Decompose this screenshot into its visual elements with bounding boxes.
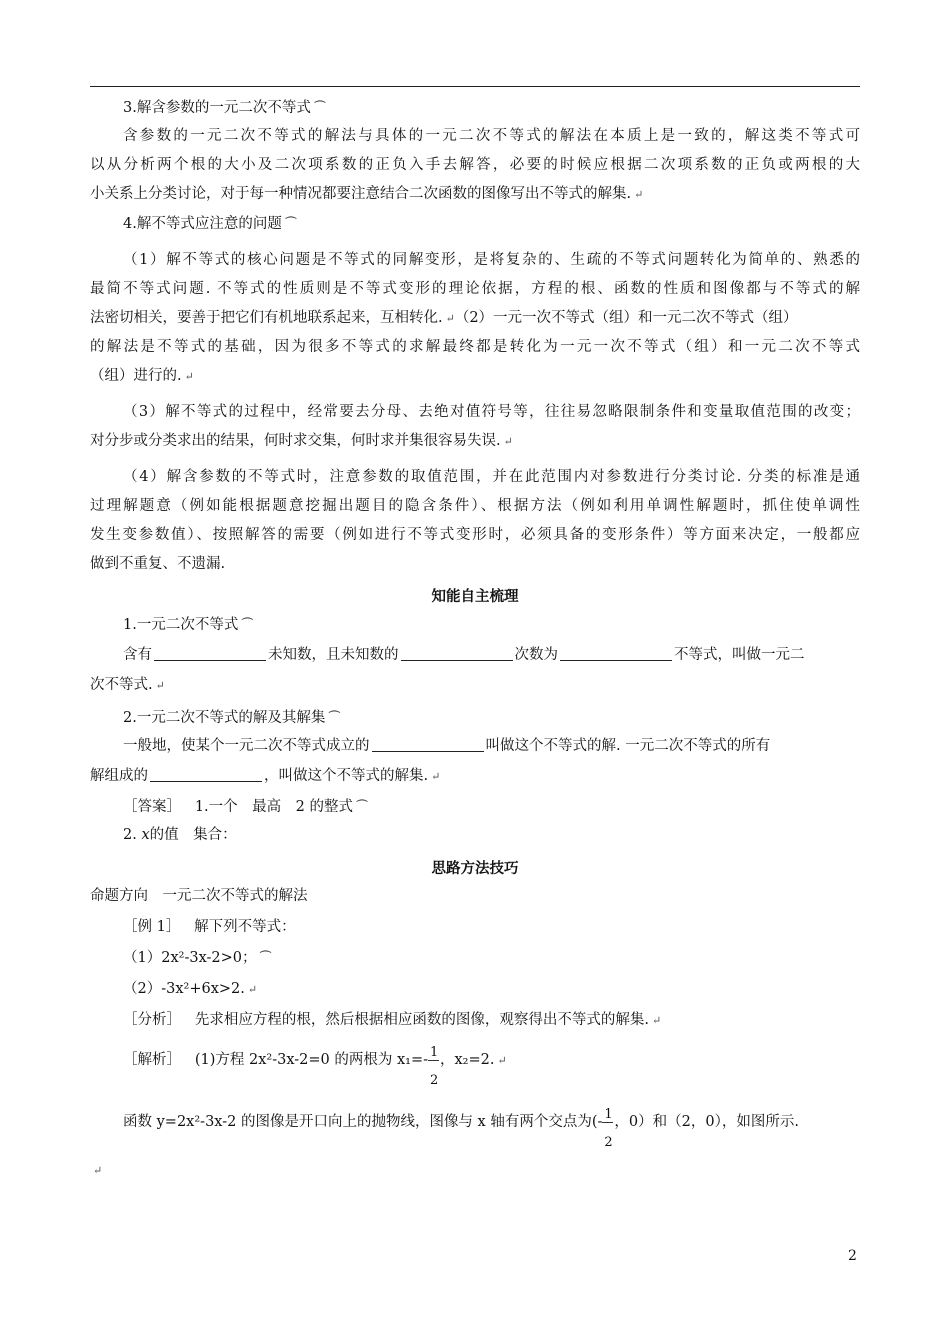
section3-title: 3.解含参数的一元二次不等式 ⏜	[123, 100, 326, 116]
line-break-icon: ↵	[634, 188, 644, 201]
paragraph-mark-icon: ⏜	[313, 100, 326, 114]
section4-p4-line4: 做到不重复、不遗漏.	[90, 556, 226, 572]
example-1: ［例 1］ 解下列不等式：	[123, 919, 296, 935]
section4-p4-line1: （4）解含参数的不等式时，注意参数的取值范围，并在此范围内对参数进行分类讨论. 分类的标准是通	[123, 469, 860, 485]
method-direction: 命题方向 一元二次不等式的解法	[90, 888, 308, 904]
section4-p4-line3: 发生变参数值）、按照解答的需要（例如进行不等式变形时，必须具备的变形条件）等方面来决定，一般都应	[90, 527, 860, 543]
answer-line1: ［答案］ 1.一个 最高 2 的整式 ⏜	[123, 799, 368, 815]
header-rule	[90, 86, 860, 87]
section4-p2-line2: （组）进行的. ↵	[90, 368, 194, 384]
review-item2-line: 一般地，使某个一元二次不等式成立的 叫做这个不等式的解. 一元二次不等式的所有	[123, 738, 771, 754]
review-item2-line2: 解组成的 ，叫做这个不等式的解集. ↵	[90, 768, 441, 784]
paragraph-mark-icon: ⏜	[284, 216, 297, 230]
line-break-icon: ↵	[497, 1054, 507, 1067]
section4-p1-line2: 最简不等式问题. 不等式的性质则是不等式变形的理论依据，方程的根、函数的性质和图像都与不等式的解	[90, 281, 860, 297]
paragraph-mark-icon: ⏜	[328, 710, 340, 724]
solution: ［解析］ (1)方程 2x²-3x-2=0 的两根为 x₁=- $\frac{1}{2}$ ，x₂=2. ↵	[123, 1045, 507, 1088]
line-break-icon: ↵	[93, 1164, 103, 1177]
line-break-icon: ↵	[247, 983, 258, 996]
review-item1-title: 1.一元二次不等式 ⏜	[123, 617, 253, 633]
example-1-part1: （1）2x²-3x-2>0； ⏜	[123, 950, 272, 966]
review-item1-line2: 次不等式. ↵	[90, 677, 165, 693]
trailing-line-break	[90, 1161, 102, 1180]
fraction-one-half: $\frac{1}{2}$	[604, 1107, 613, 1150]
section3-line1: 含参数的一元二次不等式的解法与具体的一元二次不等式的解法在本质上是一致的，解这类不等式可	[123, 128, 860, 144]
heading-methods: 思路方法技巧	[431, 861, 519, 877]
section3-line3: 小关系上分类讨论，对于每一种情况都要注意结合二次函数的图像写出不等式的解集. ↵	[90, 186, 644, 202]
paragraph-mark-icon: ⏜	[241, 617, 253, 631]
fill-blank[interactable]	[372, 737, 484, 752]
paragraph-mark-icon: ⏜	[356, 799, 368, 813]
section3-line2: 以从分析两个根的大小及二次项系数的正负入手去解答，必要的时候应根据二次项系数的正负或两根的大	[90, 157, 860, 173]
section4-p2-line1: 的解法是不等式的基础，因为很多不等式的求解最终都是转化为一元一次不等式（组）和一元二次不等式	[90, 339, 860, 355]
line-break-icon: ↵	[651, 1014, 662, 1027]
review-item2-title: 2.一元二次不等式的解及其解集 ⏜	[123, 710, 340, 726]
section4-p1-line3: 法密切相关，要善于把它们有机地联系起来，互相转化. ↵（2）一元一次不等式（组）和一元二次不等式（组）	[90, 310, 798, 326]
line-break-icon: ↵	[431, 770, 441, 783]
fraction-one-half: $\frac{1}{2}$	[430, 1045, 439, 1088]
line-break-icon: ↵	[155, 679, 165, 692]
analysis: ［分析］ 先求相应方程的根，然后根据相应函数的图像，观察得出不等式的解集. ↵	[123, 1012, 662, 1028]
fill-blank[interactable]	[154, 646, 266, 661]
page-number: 2	[848, 1248, 857, 1264]
function-description: 函数 y=2x²-3x-2 的图像是开口向上的抛物线，图像与 x 轴有两个交点为(- $\frac{1}{2}$ ，0）和（2，0），如图所示.	[123, 1107, 799, 1150]
section4-p1-line1: （1）解不等式的核心问题是不等式的同解变形，是将复杂的、生疏的不等式问题转化为简单的、熟悉的	[123, 252, 860, 268]
line-break-icon: ↵	[503, 435, 513, 448]
fill-blank[interactable]	[150, 767, 262, 782]
section4-p3-line1: （3）解不等式的过程中，经常要去分母、去绝对值符号等，往往易忽略限制条件和变量取值范围的改变；	[123, 404, 860, 420]
example-1-part2: （2）-3x²+6x>2. ↵	[123, 981, 258, 997]
answer-line2: 2. x的值 集合：	[123, 827, 237, 843]
paragraph-mark-icon: ⏜	[259, 950, 272, 964]
fill-blank[interactable]	[401, 646, 513, 661]
review-item1-line: 含有 未知数，且未知数的 次数为 不等式，叫做一元二	[123, 647, 805, 663]
heading-knowledge-review: 知能自主梳理	[431, 589, 519, 605]
section4-p4-line2: 过理解题意（例如能根据题意挖掘出题目的隐含条件）、根据方法（例如利用单调性解题时，抓住使单调性	[90, 498, 860, 514]
fill-blank[interactable]	[560, 646, 672, 661]
line-break-icon: ↵	[184, 370, 194, 383]
section4-p3-line2: 对分步或分类求出的结果，何时求交集，何时求并集很容易失误. ↵	[90, 433, 513, 449]
line-break-icon: ↵	[445, 312, 455, 325]
section4-title: 4.解不等式应注意的问题 ⏜	[123, 216, 297, 232]
